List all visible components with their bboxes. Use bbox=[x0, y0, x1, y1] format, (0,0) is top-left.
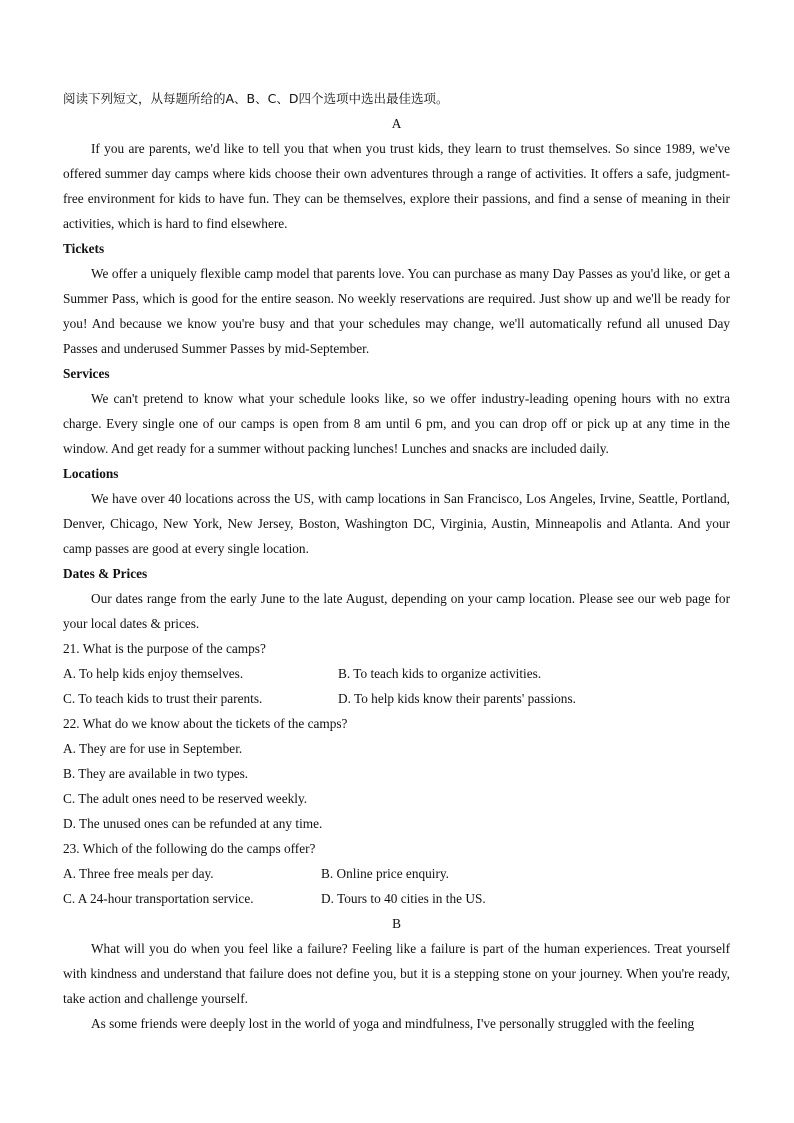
question-23-stem: 23. Which of the following do the camps offer? bbox=[63, 841, 316, 856]
passage-b-label: B bbox=[392, 916, 401, 931]
question-22-option-b: B. They are available in two types. bbox=[63, 766, 249, 781]
question-21-stem: 21. What is the purpose of the camps? bbox=[63, 641, 266, 656]
question-23-option-b: B. Online price enquiry. bbox=[321, 866, 450, 881]
passage-b-paragraph-2: As some friends were deeply lost in the world of yoga and mindfulness, I've personally struggled with the feeling bbox=[91, 1016, 695, 1031]
section-text-services: We can't pretend to know what your schedule looks like, so we offer industry-leading opening hours with no extra charge. Every single one of our camps is open from 8 am until 6 pm, and you can drop off or pick up at any time in the window. And get ready for a summer without packing lunches! Lunches and snacks are included daily. bbox=[63, 391, 730, 456]
question-21-option-c: C. To teach kids to trust their parents. bbox=[63, 691, 263, 706]
section-heading-services: Services bbox=[63, 366, 110, 381]
section-heading-locations: Locations bbox=[63, 466, 119, 481]
question-22-option-d: D. The unused ones can be refunded at any time. bbox=[63, 816, 323, 831]
question-22-option-c: C. The adult ones need to be reserved weekly. bbox=[63, 791, 308, 806]
document-page bbox=[63, 86, 730, 1036]
passage-a-intro: If you are parents, we'd like to tell you that when you trust kids, they learn to trust themselves. So since 1989, we've offered summer day camps where kids choose their own adventures through a range of activities. It offers a safe, judgment-free environment for kids to have fun. They can be themselves, explore their passions, and find a sense of meaning in their activities, which is hard to find elsewhere. bbox=[63, 141, 730, 231]
question-23-option-c: C. A 24-hour transportation service. bbox=[63, 891, 254, 906]
section-text-locations: We have over 40 locations across the US, with camp locations in San Francisco, Los Angeles, Irvine, Seattle, Portland, Denver, Chicago, New York, New Jersey, Boston, Washington DC, Virginia, Austin, Minneapolis and Atlanta. And your camp passes are good at every single location. bbox=[63, 491, 730, 556]
section-text-dates-prices: Our dates range from the early June to the late August, depending on your camp location. Please see our web page for your local dates & prices. bbox=[63, 591, 730, 631]
question-23-options-row-2 bbox=[63, 886, 730, 911]
question-21-options-row-2 bbox=[63, 686, 730, 711]
passage-b-paragraph-1: What will you do when you feel like a failure? Feeling like a failure is part of the human experiences. Treat yourself with kindness and understand that failure does not define you, but it is a stepping stone on your journey. When you're ready, take action and challenge yourself. bbox=[63, 941, 730, 1006]
question-21-options-row-1 bbox=[63, 661, 730, 686]
question-21-option-a: A. To help kids enjoy themselves. bbox=[63, 666, 244, 681]
passage-a-label: A bbox=[391, 116, 402, 131]
question-22-stem: 22. What do we know about the tickets of the camps? bbox=[63, 716, 348, 731]
question-21-option-d: D. To help kids know their parents' passions. bbox=[338, 691, 576, 706]
question-23-options-row-1 bbox=[63, 861, 730, 886]
section-heading-tickets: Tickets bbox=[63, 241, 105, 256]
instruction-text: 阅读下列短文，从每题所给的A、B、C、D四个选项中选出最佳选项。 bbox=[63, 91, 449, 106]
section-heading-dates-prices: Dates & Prices bbox=[63, 566, 148, 581]
section-text-tickets: We offer a uniquely flexible camp model that parents love. You can purchase as many Day Passes as you'd like, or get a Summer Pass, which is good for the entire season. No weekly reservations are required. Just show up and we'll be ready for you! And because we know you're busy and that your schedules may change, we'll automatically refund all unused Day Passes and underused Summer Passes by mid-September. bbox=[63, 266, 730, 356]
question-21-option-b: B. To teach kids to organize activities. bbox=[338, 666, 542, 681]
question-23-option-a: A. Three free meals per day. bbox=[63, 866, 214, 881]
question-22-option-a: A. They are for use in September. bbox=[63, 741, 243, 756]
question-23-option-d: D. Tours to 40 cities in the US. bbox=[321, 891, 486, 906]
